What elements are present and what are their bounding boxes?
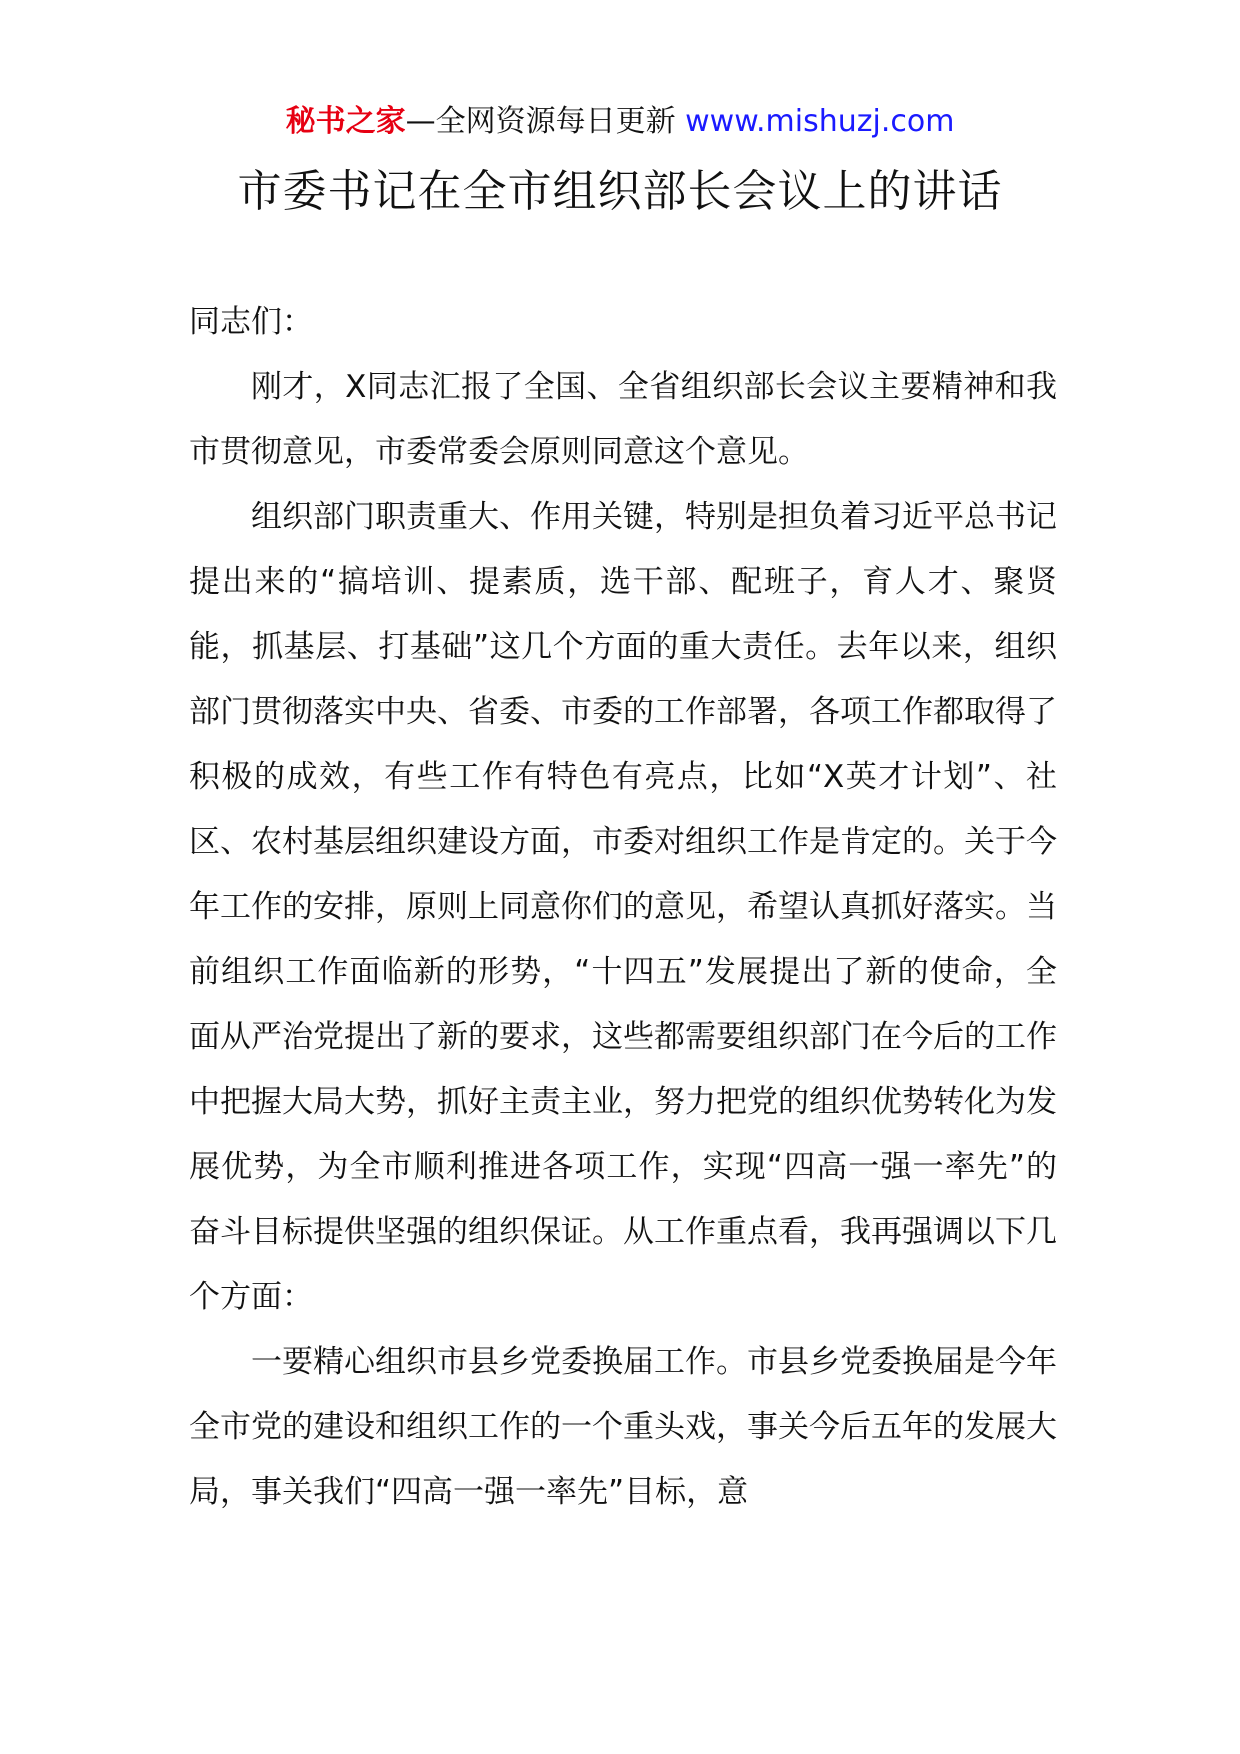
site-header: [0, 100, 1240, 144]
document-title: 市委书记在全市组织部长会议上的讲话: [237, 166, 1003, 217]
salutation: 同志们：: [189, 304, 313, 340]
header-slogan: —全网资源每日更新: [405, 104, 686, 139]
site-url-link[interactable]: www.mishuzj.com: [685, 104, 955, 139]
paragraph-3: 一要精心组织市县乡党委换届工作。市县乡党委换届是今年全市党的建设和组织工作的一个重头戏，事关今后五年的发展大局，事关我们“四高一强一率先”目标，意: [189, 1344, 1057, 1510]
brand-name: 秘书之家: [285, 104, 406, 139]
paragraph-2: 组织部门职责重大、作用关键，特别是担负着习近平总书记提出来的“搞培训、提素质，选干部、配班子，育人才、聚贤能，抓基层、打基础”这几个方面的重大责任。去年以来，组织部门贯彻落实中央、省委、市委的工作部署，各项工作都取得了积极的成效，有些工作有特色有亮点，比如“X英才计划”、社区、农村基层组织建设方面，市委对组织工作是肯定的。关于今年工作的安排，原则上同意你们的意见，希望认真抓好落实。当前组织工作面临新的形势，“十四五”发展提出了新的使命，全面从严治党提出了新的要求，这些都需要组织部门在今后的工作中把握大局大势，抓好主责主业，努力把党的组织优势转化为发展优势，为全市顺利推进各项工作，实现“四高一强一率先”的奋斗目标提供坚强的组织保证。从工作重点看，我再强调以下几个方面：: [189, 499, 1057, 1315]
paragraph-1: 刚才，X同志汇报了全国、全省组织部长会议主要精神和我市贯彻意见，市委常委会原则同意这个意见。: [189, 369, 1057, 470]
document-body: [189, 290, 1057, 1525]
